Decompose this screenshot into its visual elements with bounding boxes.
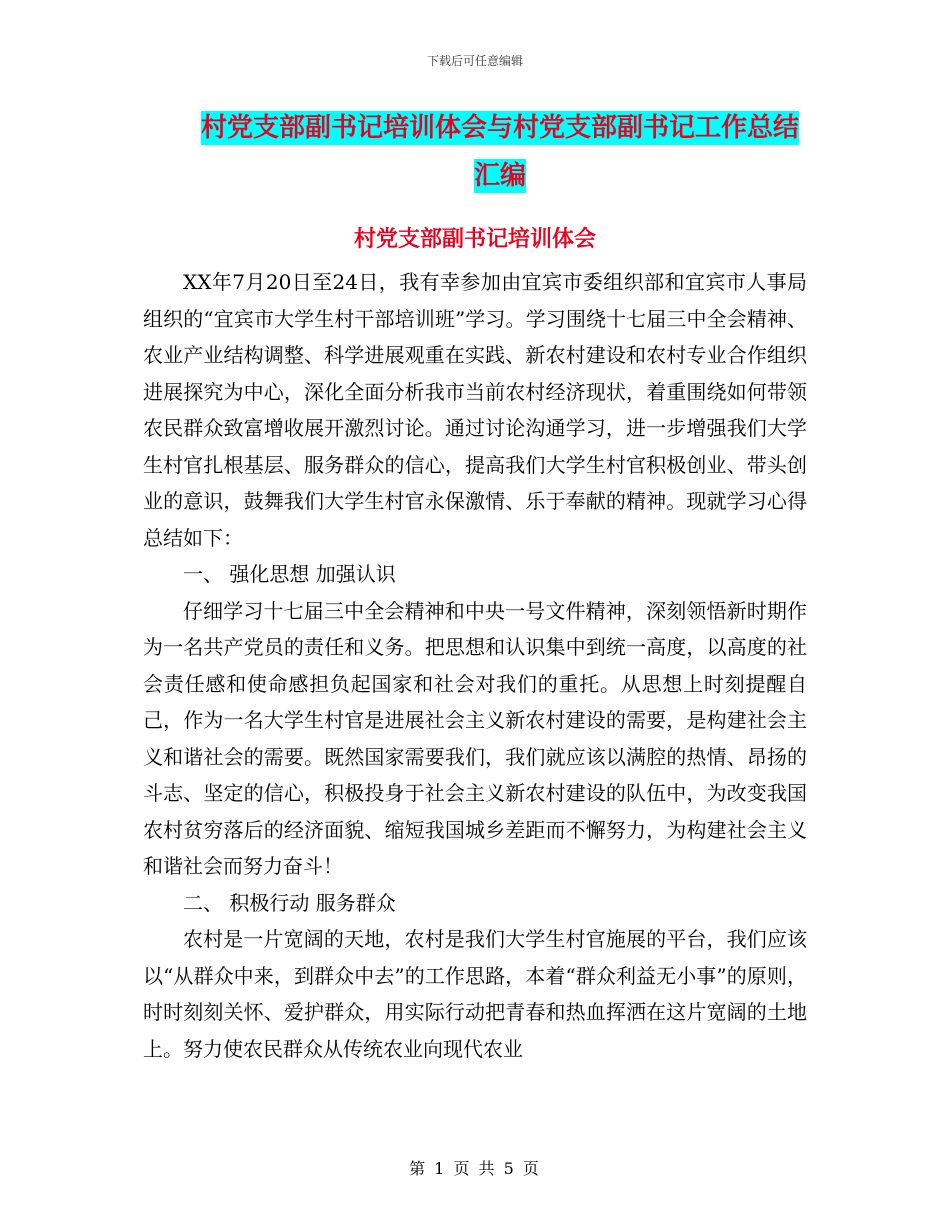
body-paragraph: 仔细学习十七届三中全会精神和中央一号文件精神，深刻领悟新时期作为一名共产党员的责任和义务。把思想和认识集中到统一高度，以高度的社会责任感和使命感担负起国家和社会对我们的重托。从思想上时刻提醒自己，作为一名大学生村官是进展社会主义新农村建设的需要，是构建社会主义和谐社会的需要。既然国家需要我们，我们就应该以满腔的热情、昂扬的斗志、坚定的信心，积极投身于社会主义新农村建设的队伍中，为改变我国农村贫穷落后的经济面貌、缩短我国城乡差距而不懈努力，为构建社会主义和谐社会而努力奋斗！ bbox=[143, 598, 807, 878]
document-title-line2: 汇编 bbox=[473, 161, 526, 191]
body-paragraph: XX年7月20日至24日，我有幸参加由宜宾市委组织部和宜宾市人事局组织的“宜宾市大学生村干部培训班”学习。学习围绕十七届三中全会精神、农业产业结构调整、科学进展观重在实践、新农村建设和农村专业合作组织进展探究为中心，深化全面分析我市当前农村经济现状，着重围绕如何带领农民群众致富增收展开激烈讨论。通过讨论沟通学习，进一步增强我们大学生村官扎根基层、服务群众的信心，提高我们大学生村官积极创业、带头创业的意识，鼓舞我们大学生村官永保激情、乐于奉献的精神。现就学习心得总结如下： bbox=[143, 270, 807, 550]
document-body bbox=[143, 264, 807, 1067]
section-heading: 二、 积极行动 服务群众 bbox=[183, 890, 396, 915]
section-heading: 一、 强化思想 加强认识 bbox=[183, 562, 396, 586]
header-note: 下载后可任意编辑 bbox=[426, 54, 523, 68]
section-subtitle: 村党支部副书记培训体会 bbox=[353, 226, 596, 252]
document-title bbox=[160, 104, 840, 200]
page-number: 第 1 页 共 5 页 bbox=[409, 1159, 541, 1178]
document-title-line1: 村党支部副书记培训体会与村党支部副书记工作总结 bbox=[200, 113, 799, 143]
body-paragraph: 农村是一片宽阔的天地，农村是我们大学生村官施展的平台，我们应该以“从群众中来，到群众中去”的工作思路，本着“群众利益无小事”的原则，时时刻刻关怀、爱护群众，用实际行动把青春和热血挥洒在这片宽阔的土地上。努力使农民群众从传统农业向现代农业 bbox=[143, 927, 807, 1061]
